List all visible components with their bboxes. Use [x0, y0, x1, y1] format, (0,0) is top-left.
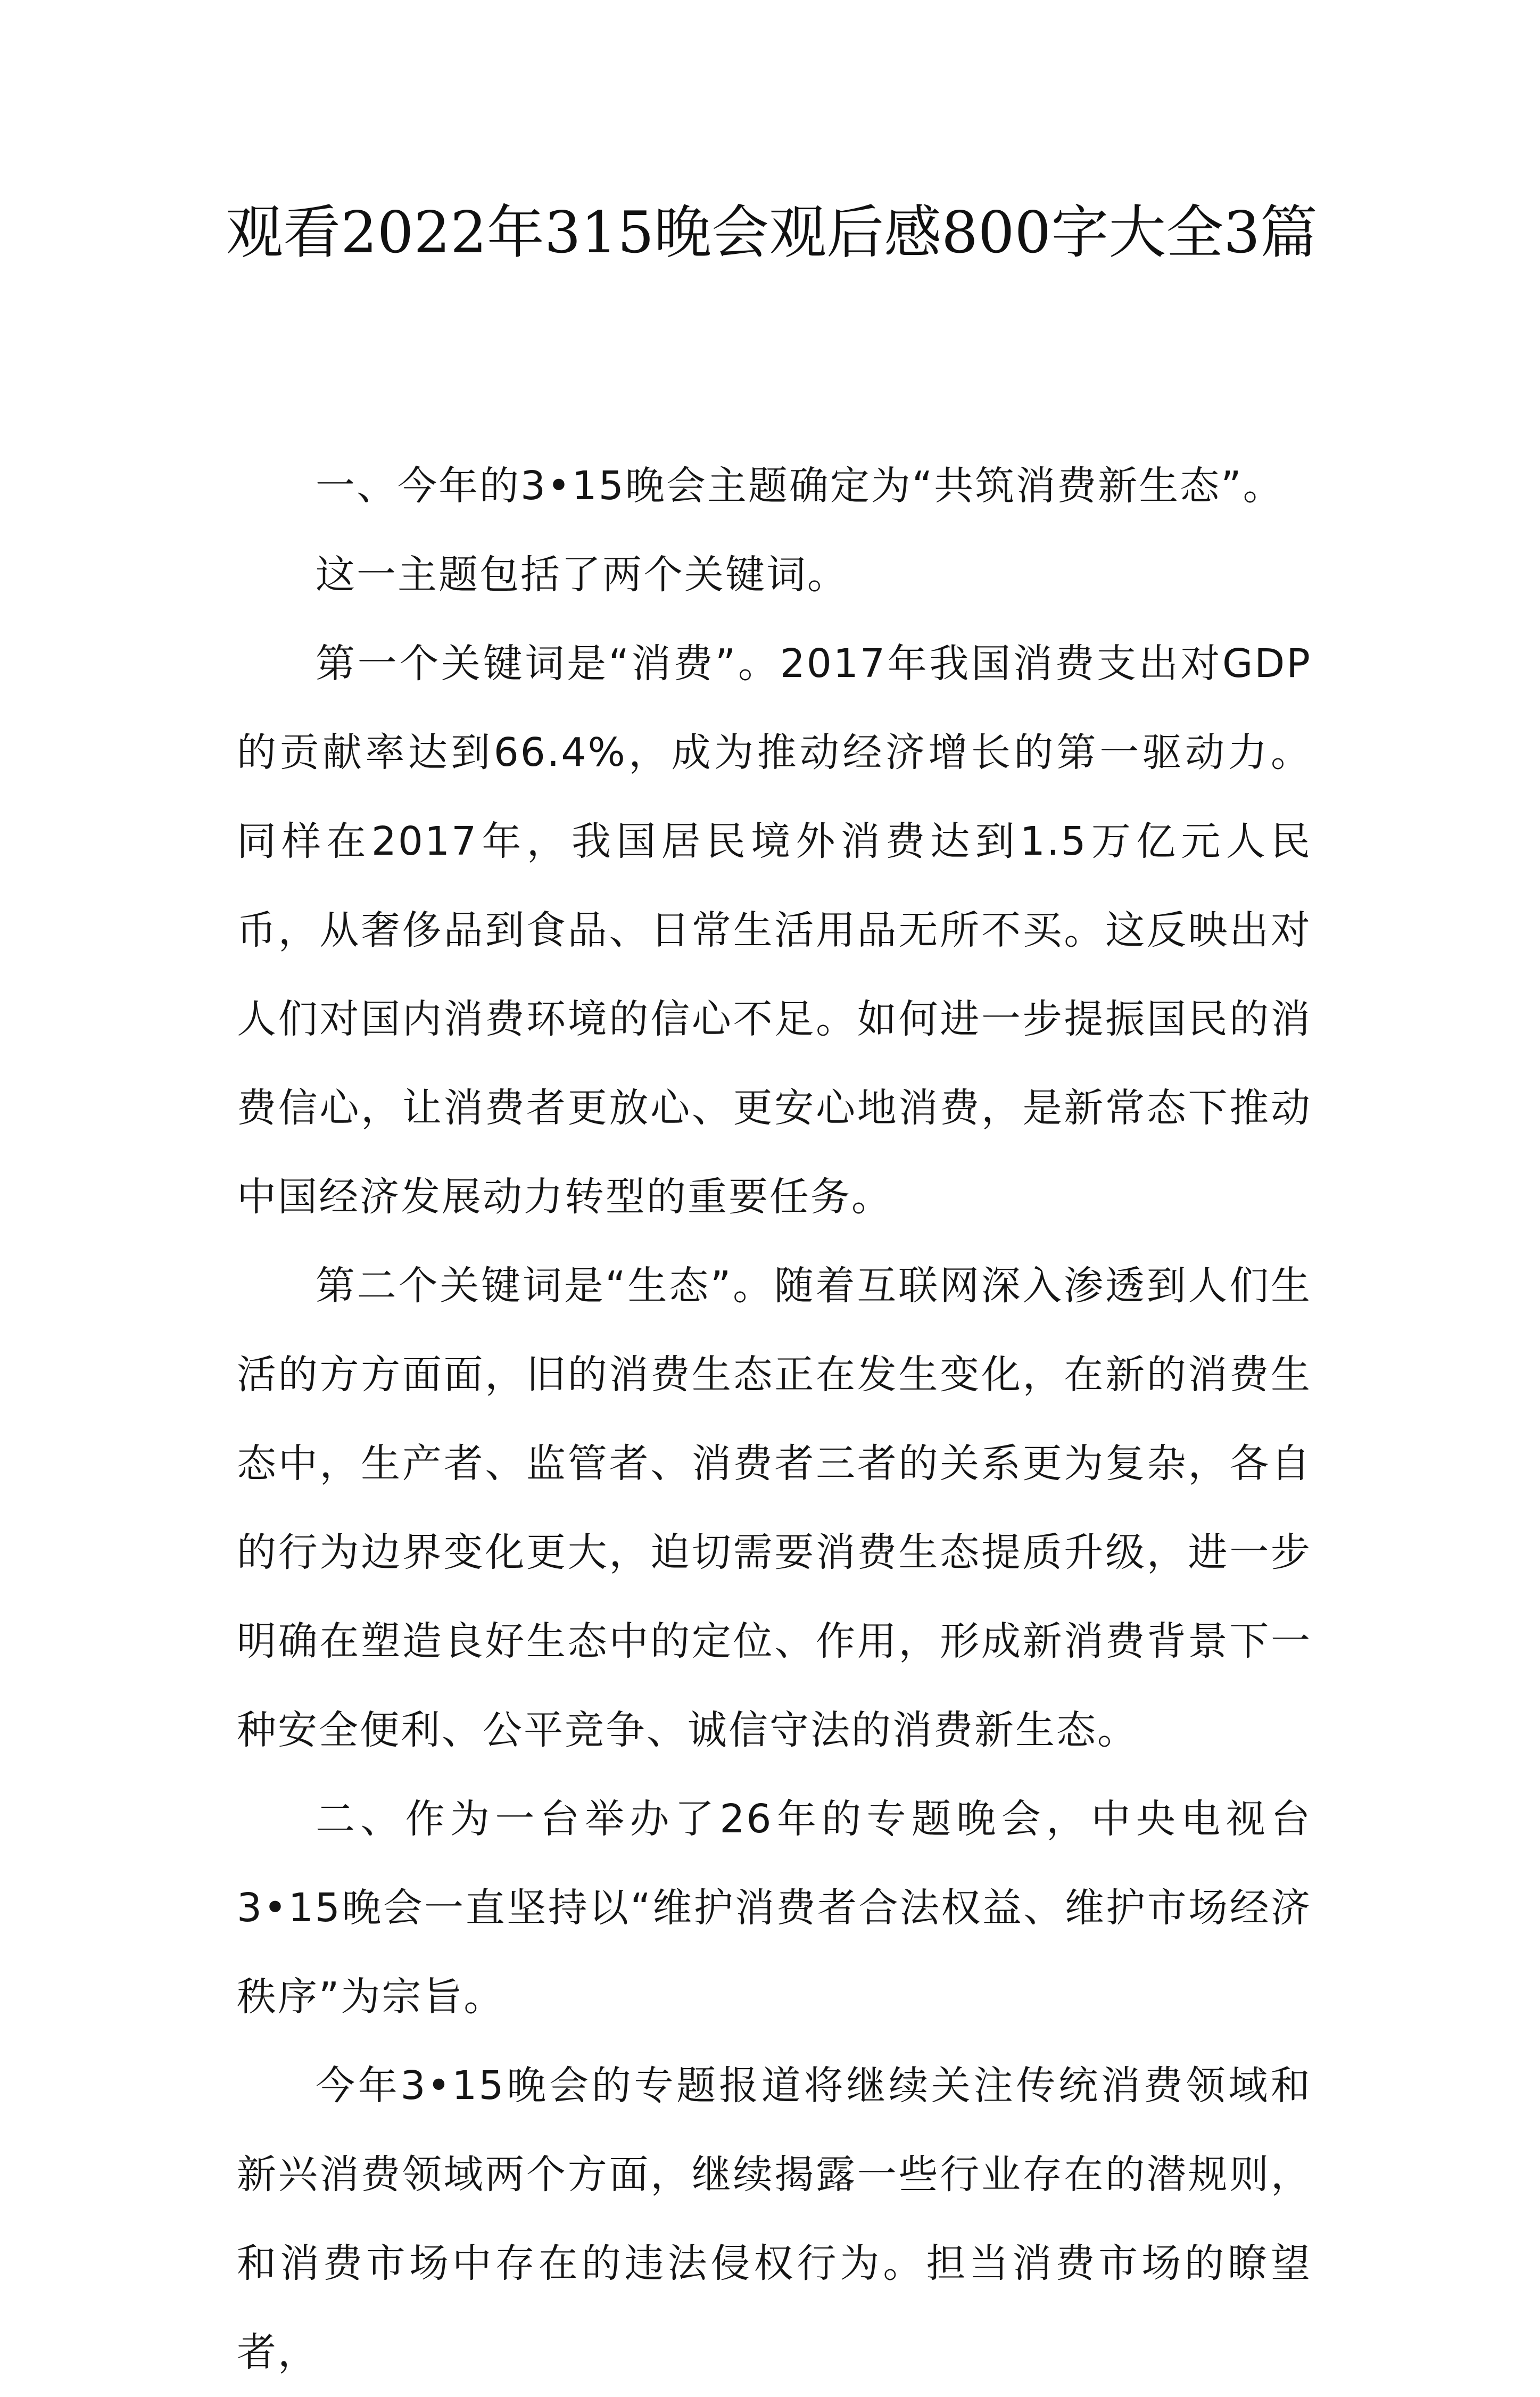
paragraph-5: 二、作为一台举办了26年的专题晚会，中央电视台3•15晚会一直坚持以“维护消费者合法权益、维护市场经济秩序”为宗旨。 [237, 1796, 1312, 2020]
paragraph-1: 一、今年的3•15晚会主题确定为“共筑消费新生态”。 [316, 463, 1284, 509]
paragraph-4: 第二个关键词是“生态”。随着互联网深入渗透到人们生活的方方面面，旧的消费生态正在发生变化，在新的消费生态中，生产者、监管者、消费者三者的关系更为复杂，各自的行为边界变化更大，迫切需要消费生态提质升级，进一步明确在塑造良好生态中的定位、作用，形成新消费背景下一种安全便利、公平竞争、诚信守法的消费新生态。 [237, 1263, 1312, 1753]
paragraph-6: 今年3•15晚会的专题报道将继续关注传统消费领域和新兴消费领域两个方面，继续揭露一些行业存在的潜规则，和消费市场中存在的违法侵权行为。担当消费市场的瞭望者， [237, 2063, 1312, 2375]
paragraph-3: 第一个关键词是“消费”。2017年我国消费支出对GDP的贡献率达到66.4%，成为推动经济增长的第一驱动力。同样在2017年，我国居民境外消费达到1.5万亿元人民币，从奢侈品到食品、日常生活用品无所不买。这反映出对人们对国内消费环境的信心不足。如何进一步提振国民的消费信心，让消费者更放心、更安心地消费，是新常态下推动中国经济发展动力转型的重要任务。 [237, 641, 1312, 1220]
document-title: 观看2022年315晚会观后感800字大全3篇 [226, 200, 1318, 266]
document-body [237, 442, 1312, 2397]
paragraph-2: 这一主题包括了两个关键词。 [316, 552, 848, 598]
